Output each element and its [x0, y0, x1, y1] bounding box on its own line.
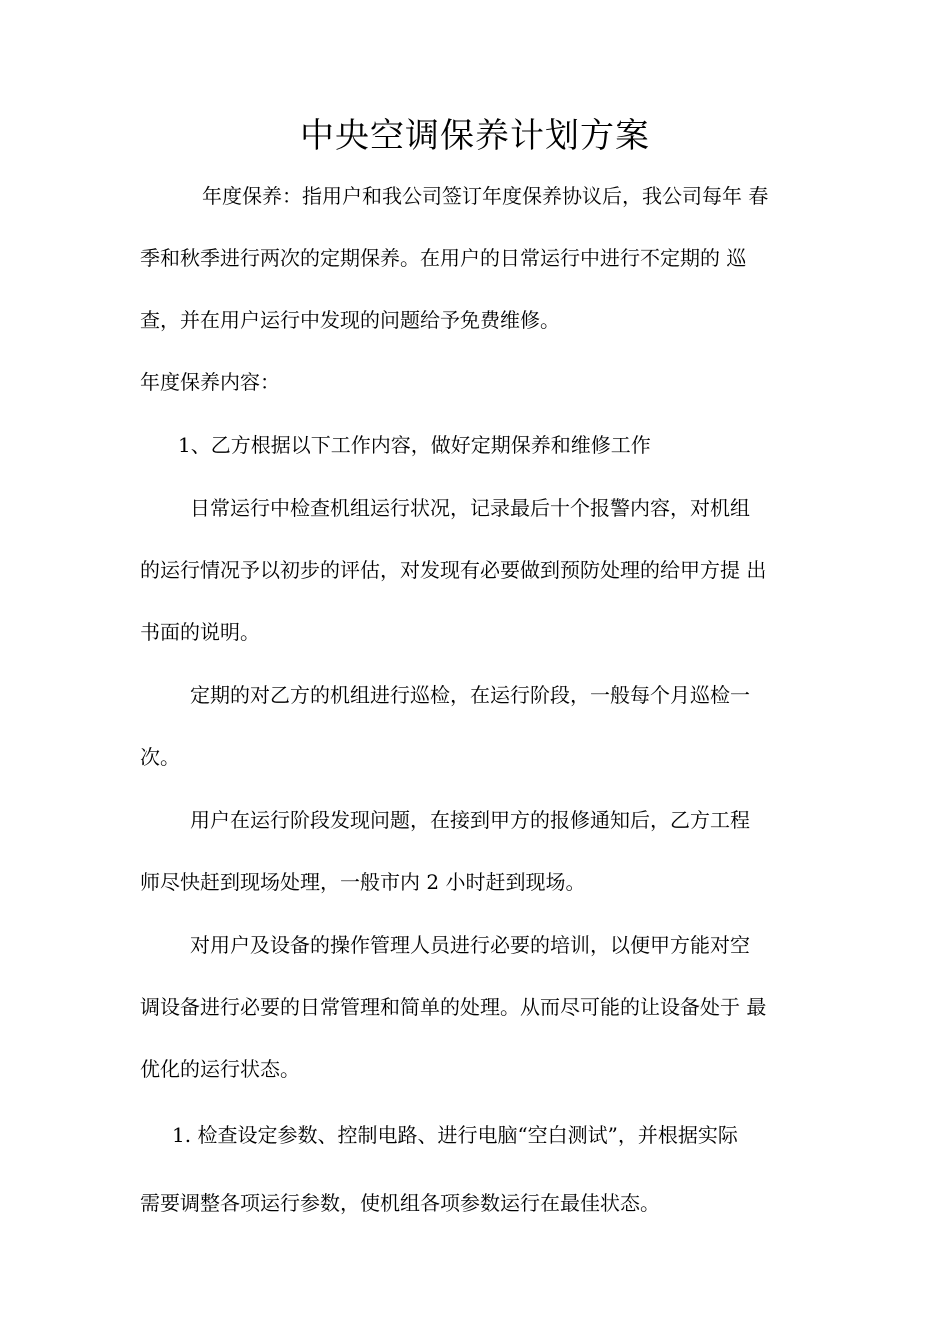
- paragraph-line: 定期的对乙方的机组进行巡检，在运行阶段，一般每个月巡检一: [190, 683, 750, 707]
- paragraph-line: 调设备进行必要的日常管理和简单的处理。从而尽可能的让设备处于 最: [140, 995, 767, 1019]
- paragraph-line: 用户在运行阶段发现问题，在接到甲方的报修通知后，乙方工程: [190, 808, 750, 832]
- paragraph-line: 师尽快赶到现场处理，一般市内 2 小时赶到现场。: [140, 870, 586, 894]
- paragraph-line: 的运行情况予以初步的评估，对发现有必要做到预防处理的给甲方提 出: [140, 558, 767, 582]
- paragraph-line: 书面的说明。: [140, 620, 260, 644]
- paragraph-line: 需要调整各项运行参数，使机组各项参数运行在最佳状态。: [140, 1191, 660, 1215]
- list-item-heading: 1、乙方根据以下工作内容，做好定期保养和维修工作: [178, 433, 651, 457]
- paragraph-line: 次。: [140, 745, 180, 769]
- paragraph-line: 查，并在用户运行中发现的问题给予免费维修。: [140, 308, 560, 332]
- numbered-item: 1. 检查设定参数、控制电路、进行电脑“空白测试”，并根据实际: [172, 1123, 738, 1147]
- paragraph-line: 对用户及设备的操作管理人员进行必要的培训，以便甲方能对空: [190, 933, 750, 957]
- section-heading: 年度保养内容：: [140, 370, 280, 394]
- paragraph-line: 年度保养：指用户和我公司签订年度保养协议后，我公司每年 春: [202, 184, 769, 208]
- paragraph-line: 日常运行中检查机组运行状况，记录最后十个报警内容，对机组: [190, 496, 750, 520]
- document-title: 中央空调保养计划方案: [300, 116, 650, 156]
- paragraph-line: 季和秋季进行两次的定期保养。在用户的日常运行中进行不定期的 巡: [140, 246, 747, 270]
- paragraph-line: 优化的运行状态。: [140, 1057, 300, 1081]
